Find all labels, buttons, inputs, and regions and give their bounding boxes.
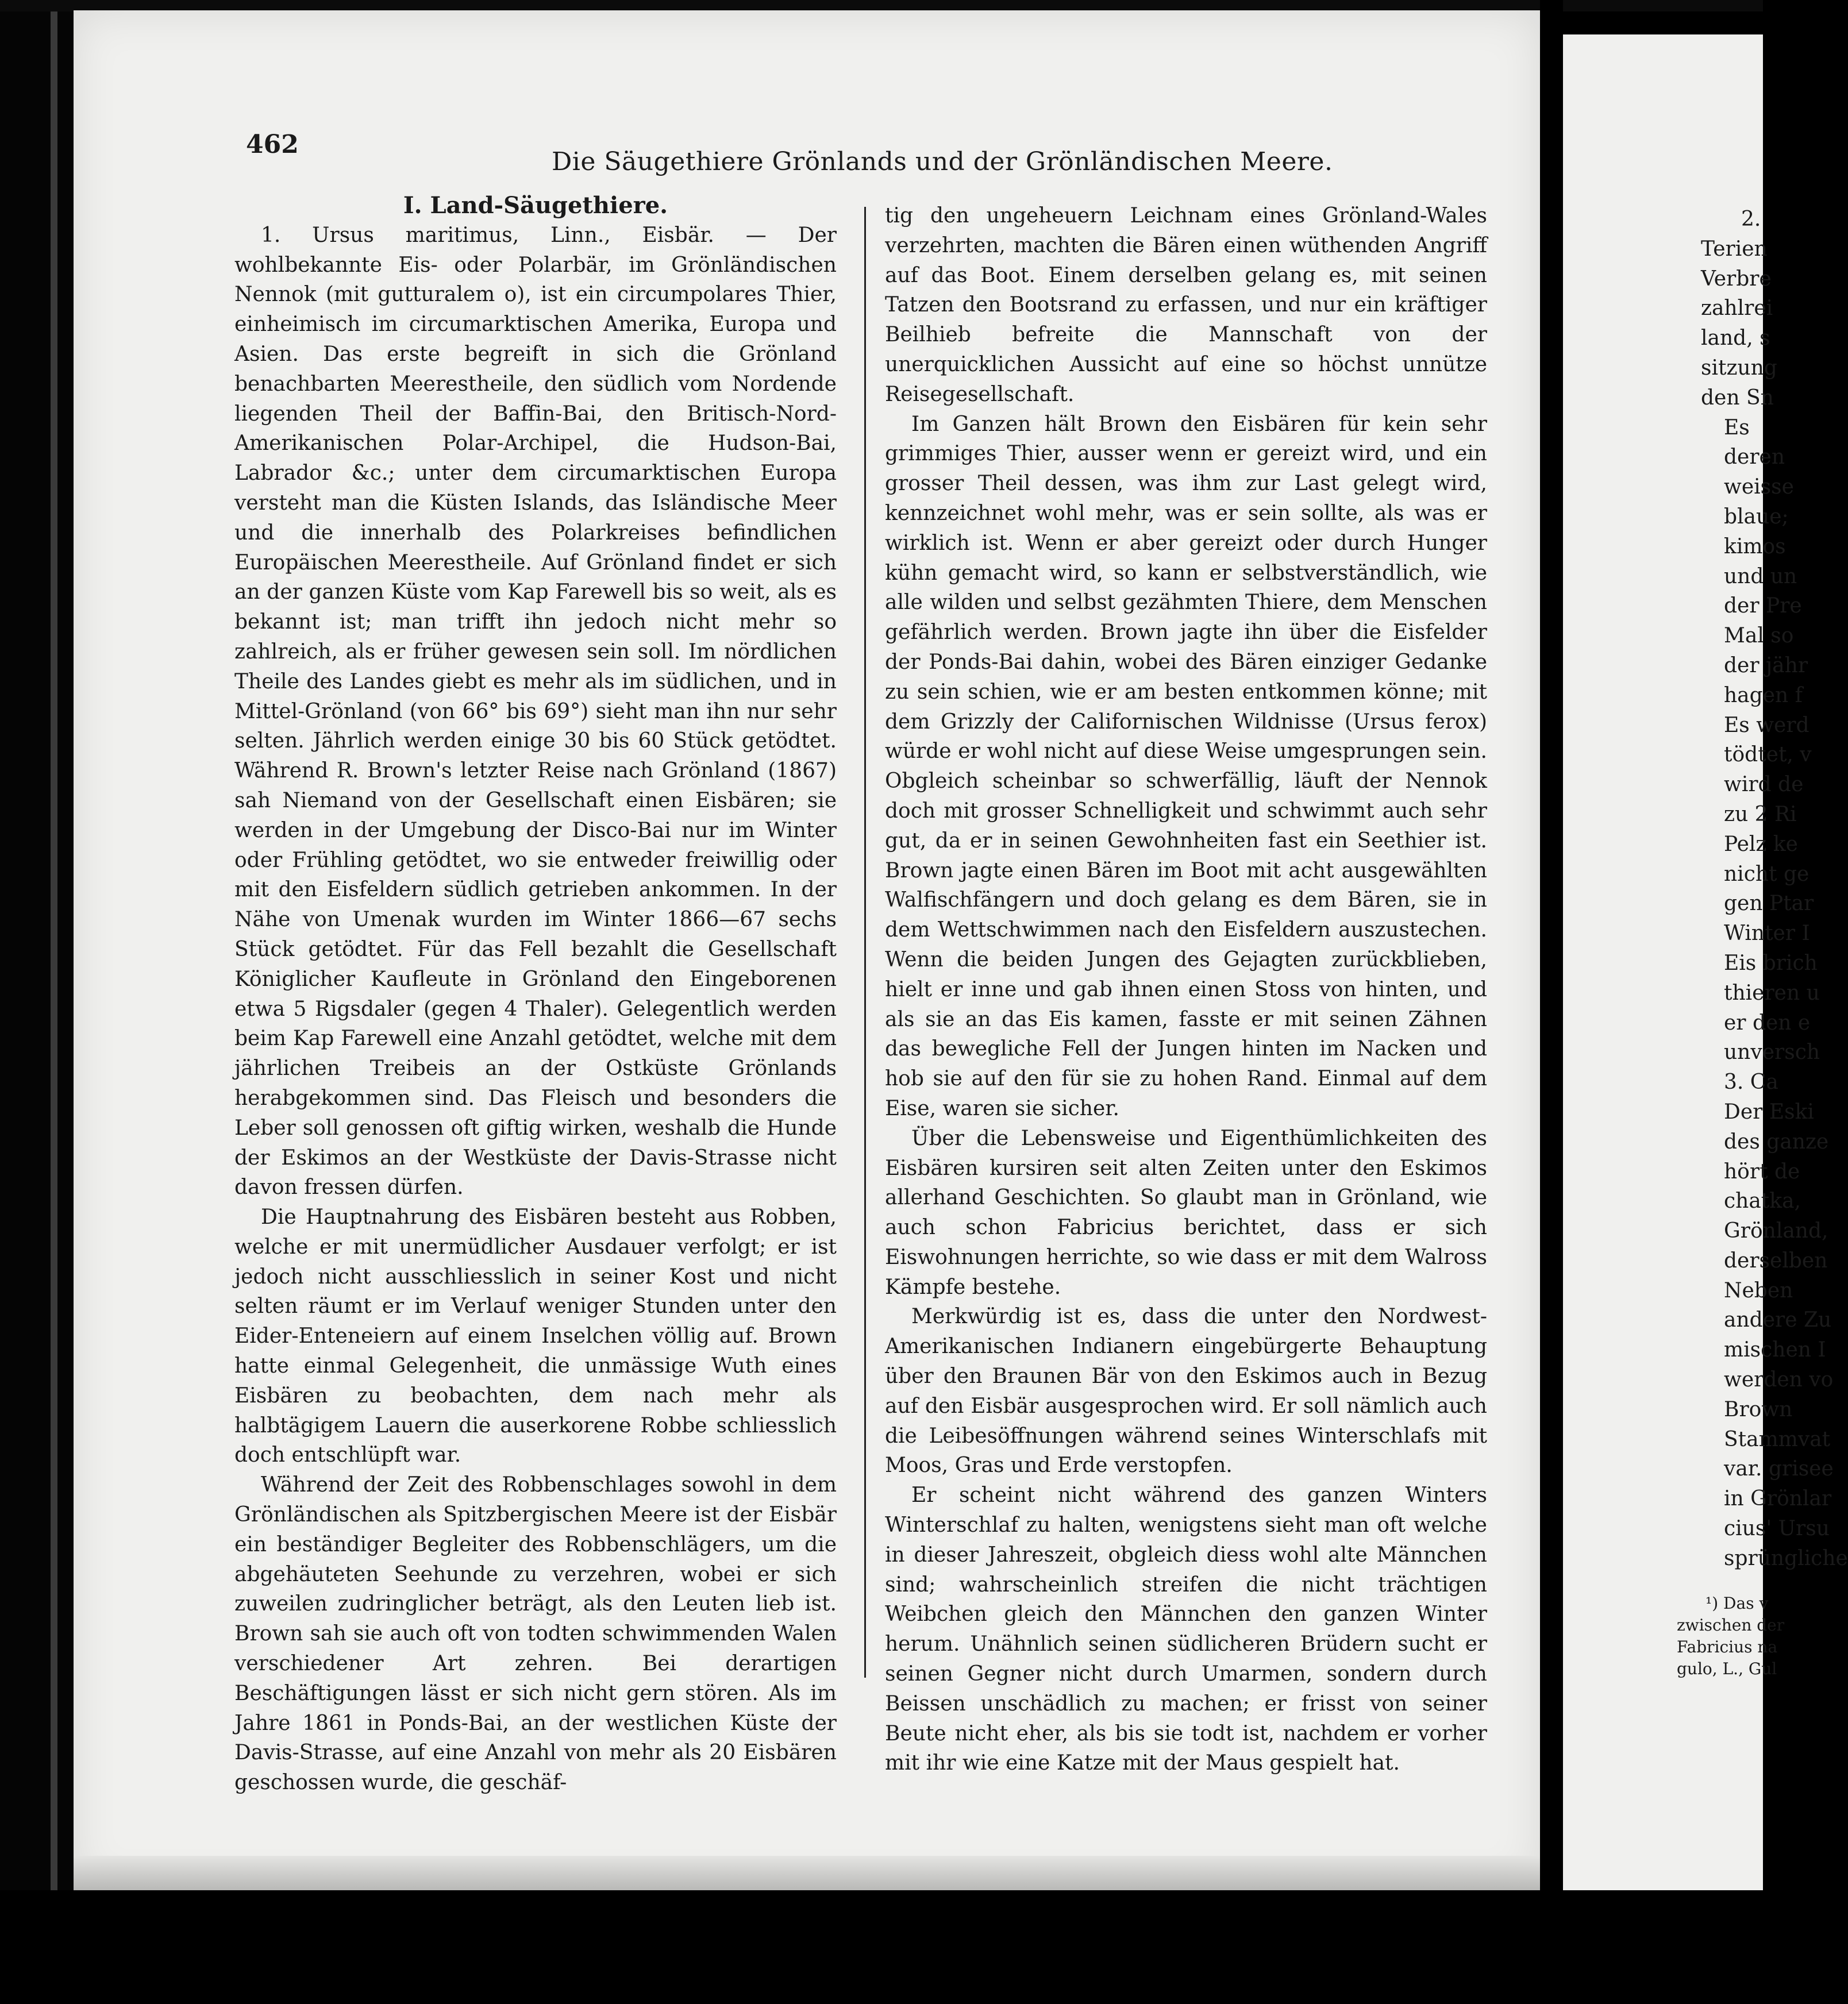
footnote-line: gulo, L., Gul [1677,1659,1777,1678]
paragraph: tig den ungeheuern Leichnam eines Grönland-Wales verzehrten, machten die Bären einen wüthenden Angriff auf das Boot. Einem derselben gelang es, mit seinen Tatzen den Bootsrand zu erfassen, und nur ein kräftiger Beilhieb befreite die Mannschaft von der unerquicklichen Aussicht auf eine so höchst unnütze Reisegesellschaft. [885,204,1487,406]
text-line: Winter I [1724,922,1810,946]
scan-top-edge [0,0,1763,11]
text-line: Es [1724,415,1750,440]
text-line: hagen f [1724,683,1803,707]
text-line: cius' Ursu [1724,1517,1830,1541]
scan-left-edge [0,0,75,2004]
text-column-left [234,191,837,1798]
text-line: Brown [1724,1397,1793,1421]
paragraph: Während der Zeit des Robbenschlages sowohl in dem Grönländischen als Spitzbergischen Meere ist der Eisbär ein beständiger Begleiter des Robbenschlägers, um die abgehäuteten Seehunde zu verzehren, wobei er sich zuweilen zudringlicher beträgt, als den Leuten lieb ist. Brown sah sie auch oft von todten schwimmenden Walen verschiedener Art zehren. Bei derartigen Beschäftigungen lässt er sich nicht gern stören. Als im Jahre 1861 in Ponds-Bai, an der westlichen Küste der Davis-Strasse, auf eine Anzahl von mehr als 20 Eisbären geschossen wurde, die geschäf- [234,1473,837,1795]
text-line: sitzung [1701,356,1777,380]
text-line: 3. Ca [1724,1070,1778,1095]
footnote-line: Fabricius na [1677,1637,1778,1656]
text-line: in Grönlar [1724,1487,1832,1511]
text-line: Grönland, [1724,1219,1828,1243]
running-title: Die Säugethiere Grönlands und der Grönländischen Meere. [552,147,1333,176]
text-line: des ganze [1724,1130,1829,1154]
text-line: der Pre [1724,594,1802,618]
text-line: derselben [1724,1248,1828,1273]
paragraph: Die Hauptnahrung des Eisbären besteht aus Robben, welche er mit unermüdlicher Ausdauer verfolgt; er ist jedoch nicht ausschliesslich in seiner Kost und nicht selten räumt er im Verlauf weniger Stunden unter den Eider-Enteneiern auf einem Inselchen völlig auf. Brown hatte einmal Gelegenheit, die unmässige Wuth eines Eisbären zu beobachten, dem nach mehr als halbtägigem Lauern die auserkorene Robbe schliesslich doch entschlüpft war. [234,1205,837,1467]
text-line: land, s [1701,326,1770,350]
text-line: weisse [1724,475,1794,499]
text-line: chatka, [1724,1189,1801,1213]
text-line: zu 2 Ri [1724,802,1797,826]
text-line: Pelz ke [1724,832,1798,856]
footnote-line: zwischen der [1677,1616,1785,1635]
text-line: var. grisee [1724,1457,1834,1481]
text-line: blaue; [1724,504,1789,529]
text-line: der jähr [1724,653,1808,677]
text-column-right [885,201,1487,1778]
text-line: mischen I [1724,1338,1826,1362]
text-line: nicht ge [1724,862,1810,886]
text-line: sprüngliche [1724,1546,1848,1570]
page-number: 462 [246,130,299,159]
text-line: thieren u [1724,981,1820,1005]
next-page-footnote [1654,1593,1784,1680]
paragraph: Über die Lebensweise und Eigenthümlichkeiten des Eisbären kursiren seit alten Zeiten unter den Eskimos allerhand Geschichten. So glaubt man in Grönland, wie auch schon Fabricius berichtet, dass er sich Eiswohnungen herrichte, so wie dass er mit dem Walross Kämpfe bestehe. [885,1126,1487,1299]
text-line: werden vo [1724,1368,1834,1392]
text-line: Terien [1701,237,1768,261]
text-line: tödtet, v [1724,743,1812,767]
text-line: Verbre [1701,267,1772,291]
text-line: den Sn [1701,386,1774,410]
text-line: und un [1724,564,1797,588]
page-bottom-shadow [74,1856,1540,1890]
text-line: 2. [1741,207,1761,231]
text-line: Stammvat [1724,1427,1831,1451]
text-line: deren [1724,445,1785,469]
text-line: Neben [1724,1278,1793,1302]
text-line: Eis brich [1724,951,1818,975]
paragraph: Er scheint nicht während des ganzen Winters Winterschlaf zu halten, wenigstens sieht man oft welche in dieser Jahreszeit, obgleich diess wohl alte Männchen sind; wahrscheinlich streifen die nicht trächtigen Weibchen gleich den Männchen den ganzen Winter herum. Unähnlich seinen südlicheren Brüdern sucht er seinen Gegner nicht durch Umarmen, sondern durch Beissen unschädlich zu machen; er frisst von seiner Beute nicht eher, als bis sie todt ist, nachdem er vorher mit ihr wie eine Katze mit der Maus gespielt hat. [885,1483,1487,1775]
text-line: hört de [1724,1159,1800,1184]
book-gutter [1540,0,1563,2004]
text-line: Mal so [1724,624,1794,648]
section-title: I. Land-Säugethiere. [403,192,668,219]
text-line: kimos [1724,534,1786,558]
text-line: gen Ptar [1724,892,1814,916]
paragraph: Merkwürdig ist es, dass die unter den Nordwest-Amerikanischen Indianern eingebürgerte Behauptung über den Braunen Bär von den Eskimos auch in Bezug auf den Eisbär ausgesprochen wird. Er soll nämlich auch die Leibesöffnungen während seines Winterschlafs mit Moos, Gras und Erde verstopfen. [885,1305,1487,1478]
scan-bottom-edge [0,1890,1763,2004]
text-line: wird de [1724,773,1804,797]
paragraph: Im Ganzen hält Brown den Eisbären für kein sehr grimmiges Thier, ausser wenn er gereizt wird, und ein grosser Theil dessen, was ihm zur Last gelegt wird, kennzeichnet wohl mehr, was er sein sollte, als was er wirklich ist. Wenn er aber gereizt oder durch Hunger kühn gemacht wird, so kann er selbstverständlich, wie alle wilden und selbst gezähmten Thiere, dem Menschen gefährlich werden. Brown jagte ihn über die Eisfelder der Ponds-Bai dahin, wobei des Bären einziger Gedanke zu sein schien, wie er am besten entkommen könne; mit dem Grizzly der Californischen Wildnisse (Ursus ferox) würde er wohl nicht auf diese Weise umgesprungen sein. Obgleich scheinbar so schwerfällig, läuft der Nennok doch mit grosser Schnelligkeit und schwimmt auch sehr gut, da er in seinen Gewohnheiten fast ein Seethier ist. Brown jagte einen Bären im Boot mit acht ausgewählten Walfischfängern und doch gelang es dem Bären, sie in dem Wettschwimmen nach den Eisfeldern auszustechen. Wenn die beiden Jungen des Gejagten zurückblieben, hielt er inne und gab ihnen einen Stoss von hinten, und als sie an das Eis kamen, fasste er mit seinen Zähnen das bewegliche Fell der Jungen hinten im Nacken und hob sie auf den für sie zu hohen Rand. Einmal auf dem Eise, waren sie sicher. [885,412,1487,1120]
text-line: er den e [1724,1011,1811,1035]
text-line: andere Zu [1724,1308,1832,1332]
text-line: Es werd [1724,713,1810,737]
footnote-line: ¹) Das v [1705,1594,1769,1613]
next-page-text [1701,205,1848,1574]
text-line: Der Eski [1724,1100,1814,1124]
text-line: zahlrei [1701,296,1773,321]
text-line: unversch [1724,1040,1820,1065]
paragraph: 1. Ursus maritimus, Linn., Eisbär. — Der wohlbekannte Eis- oder Polarbär, im Grönländischen Nennok (mit gutturalem o), ist ein circumpolares Thier, einheimisch im circumarktischen Amerika, Europa und Asien. Das erste begreift in sich die Grönland benachbarten Meerestheile, den südlich vom Nordende liegenden Theil der Baffin-Bai, den Britisch-Nord-Amerikanischen Polar-Archipel, die Hudson-Bai, Labrador &c.; unter dem circumarktischen Europa versteht man die Küsten Islands, das Isländische Meer und die innerhalb des Polarkreises befindlichen Europäischen Meerestheile. Auf Grönland findet er sich an der ganzen Küste vom Kap Farewell bis so weit, als es bekannt ist; man trifft ihn jedoch nicht mehr so zahlreich, als er früher gewesen sein soll. Im nördlichen Theile des Landes giebt es mehr als im südlichen, und in Mittel-Grönland (von 66° bis 69°) sieht man ihn nur sehr selten. Jährlich werden einige 30 bis 60 Stück getödtet. Während R. Brown's letzter Reise nach Grönland (1867) sah Niemand von der Gesellschaft einen Eisbären; sie werden in der Umgebung der Disco-Bai nur im Winter oder Frühling getödtet, wo sie entweder freiwillig oder mit den Eisfeldern südlich getrieben ankommen. In der Nähe von Umenak wurden im Winter 1866—67 sechs Stück getödtet. Für das Fell bezahlt die Gesellschaft Königlicher Kaufleute in Grönland den Eingeborenen etwa 5 Rigsdaler (gegen 4 Thaler). Gelegentlich werden beim Kap Farewell eine Anzahl getödtet, welche mit dem jährlichen Treibeis an der Ostküste Grönlands herabgekommen sind. Das Fleisch und besonders die Leber soll genossen oft giftig wirken, weshalb die Hunde der Eskimos an der Westküste der Davis-Strasse nicht davon fressen dürfen. [234,223,837,1200]
column-rule [864,207,866,1678]
scan-stripe [51,0,57,2004]
